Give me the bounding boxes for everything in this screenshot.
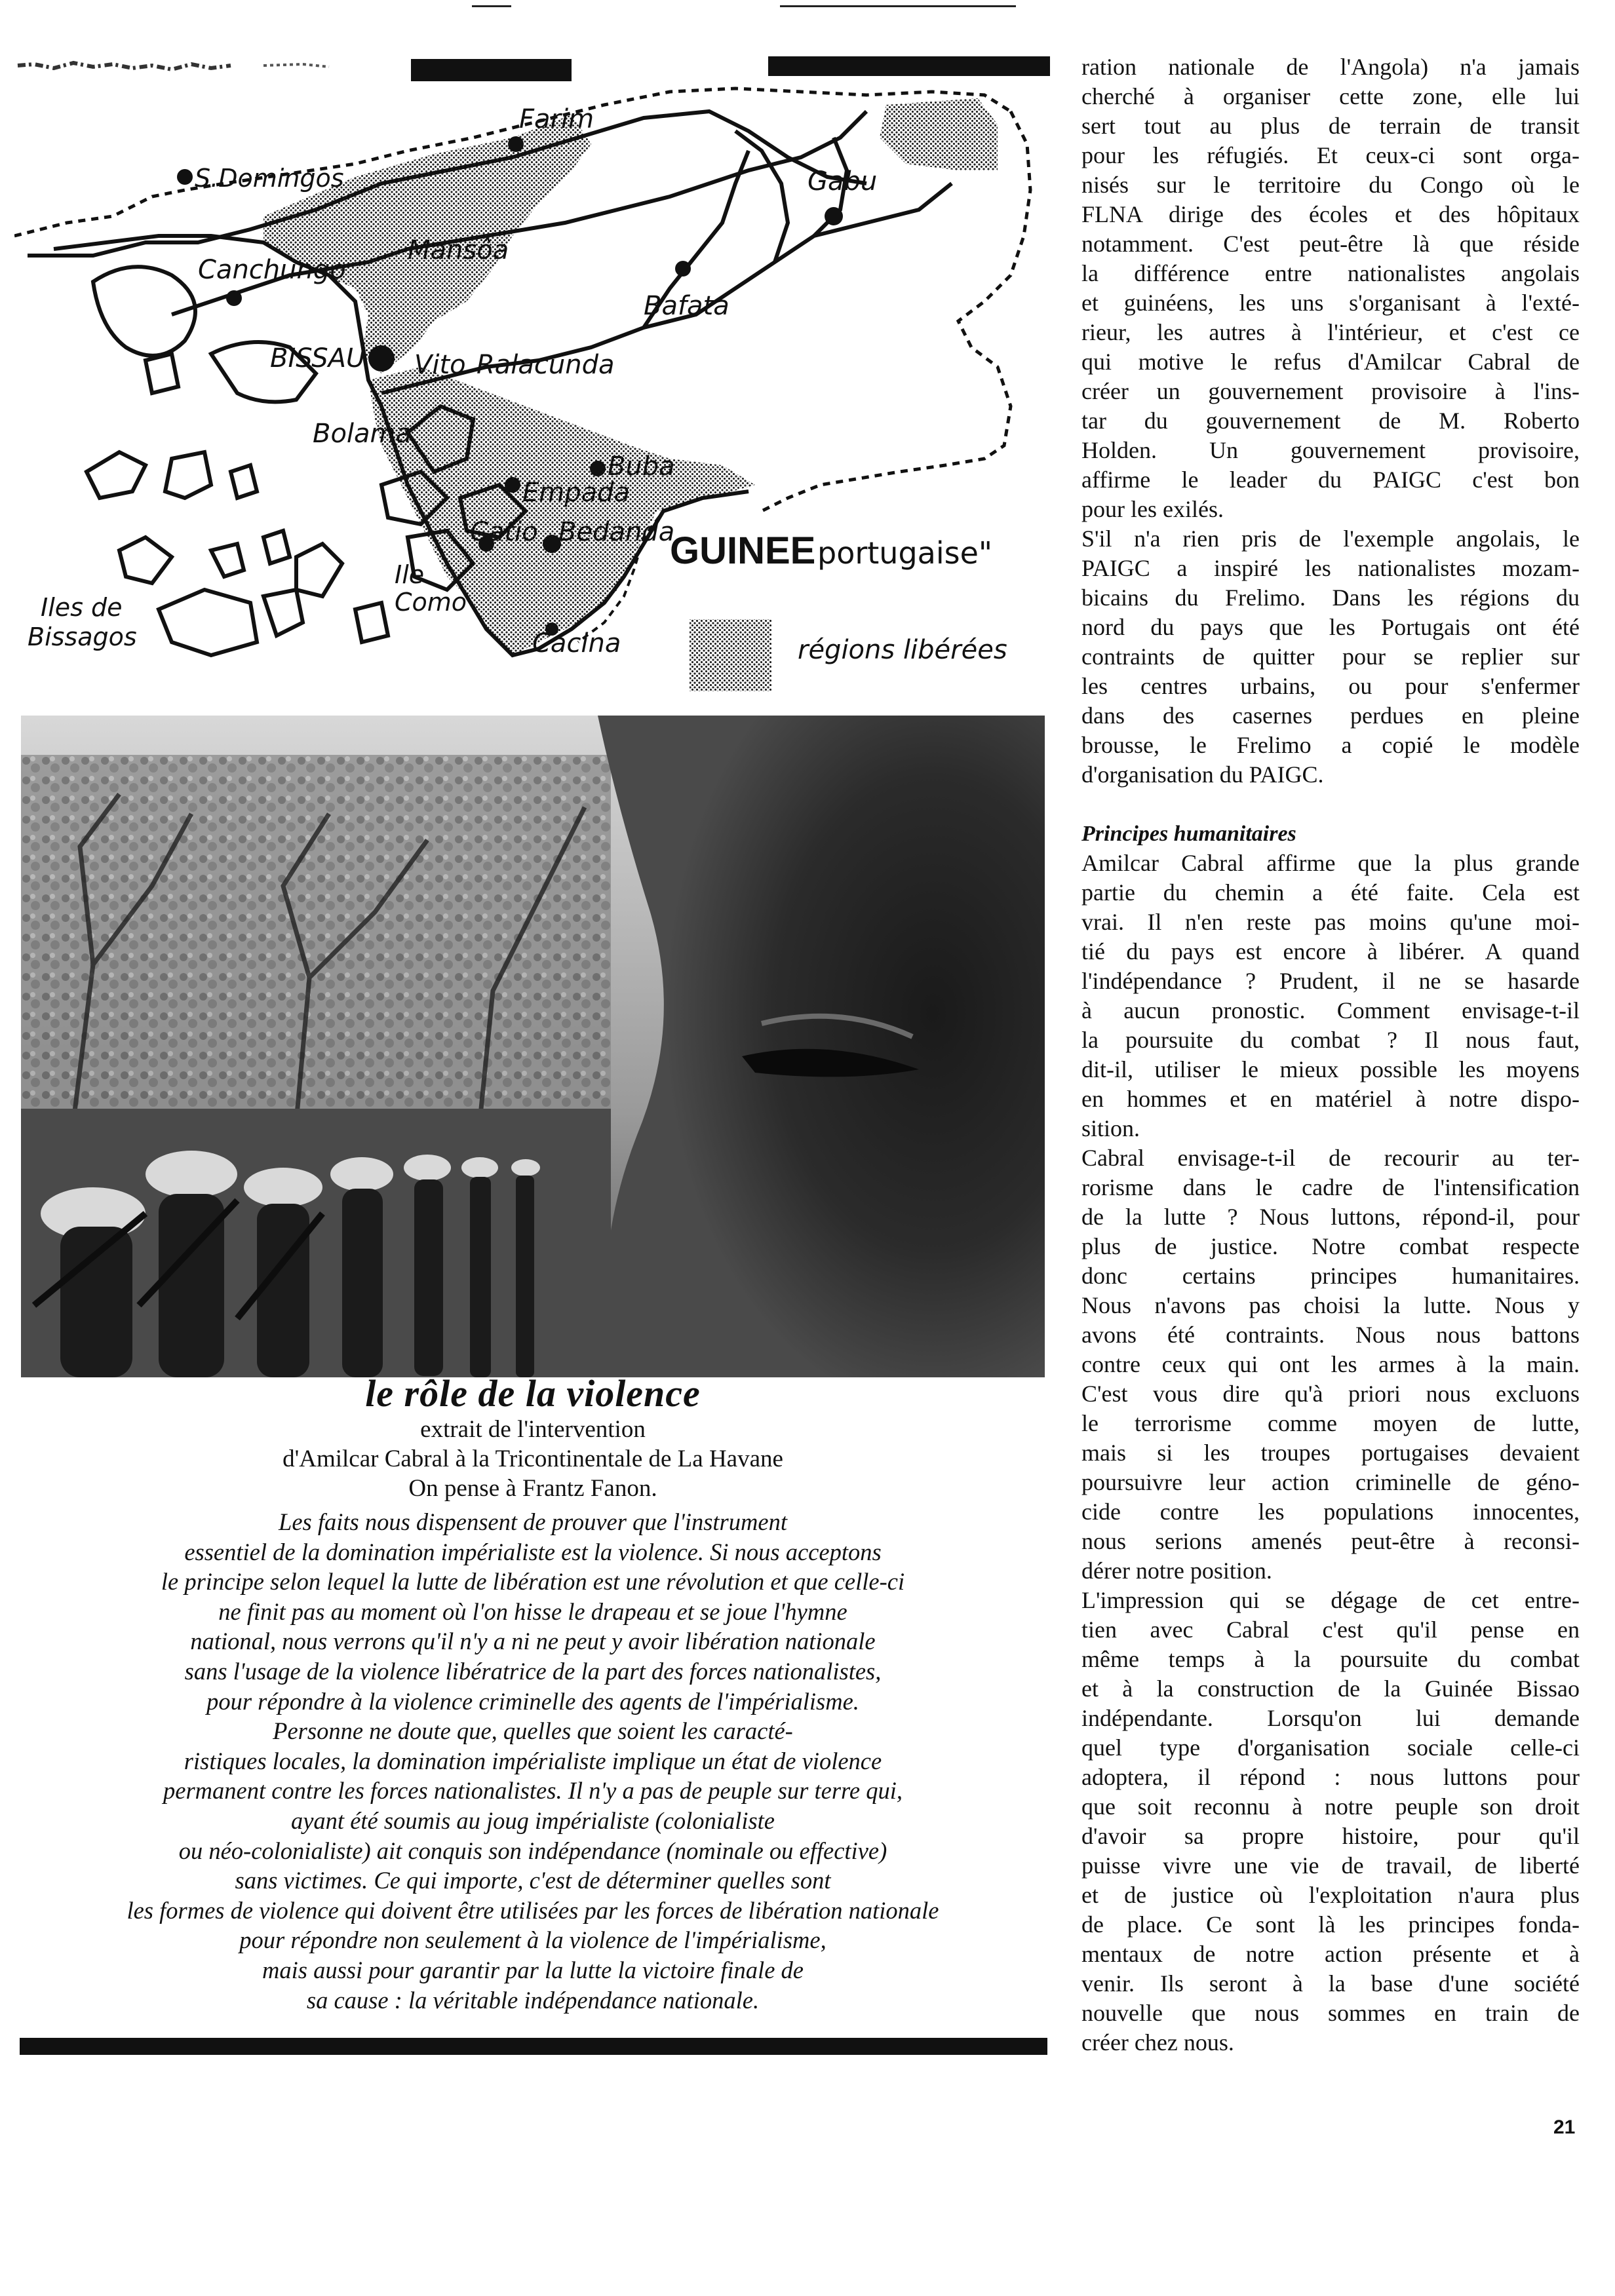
section-gap: [1081, 790, 1580, 819]
article-line: quel type d'organisation sociale celle-ci: [1081, 1734, 1580, 1761]
article-line: indépendante. Lorsqu'on lui demande: [1081, 1705, 1580, 1731]
article-line: notamment. C'est peut-être là que réside: [1081, 231, 1580, 257]
place-label-bedanda: Bedanda: [558, 517, 675, 547]
article-line: pour les réfugiés. Et ceux-ci sont orga-: [1081, 142, 1580, 168]
place-label-canchungo: Canchungo: [198, 255, 346, 285]
article-line: d'organisation du PAIGC.: [1081, 761, 1324, 788]
article-line: dérer notre position.: [1081, 1558, 1272, 1584]
place-label-como: Como: [395, 588, 467, 617]
place-label-s-domingos: S.Domingos: [195, 164, 344, 193]
quote-line: pour répondre non seulement à la violence de l'impérialisme,: [239, 1926, 827, 1954]
article-line: sition.: [1081, 1115, 1140, 1141]
article-line: et de justice où l'exploitation n'aura plus: [1081, 1882, 1580, 1908]
article-line: contraints de quitter pour se replier sur: [1081, 643, 1580, 670]
extract-source-line: extrait de l'intervention: [420, 1415, 646, 1443]
article-line: partie du chemin a été faite. Cela est: [1081, 879, 1580, 906]
article-line: vrai. Il n'en reste pas moins qu'une moi-: [1081, 909, 1580, 935]
place-label-ralacunda: Ralacunda: [477, 350, 615, 380]
article-line: sert tout au plus de terrain de transit: [1081, 113, 1580, 139]
place-label-gabu: Gabu: [808, 166, 878, 197]
article-line: l'indépendance ? Prudent, il ne se hasarde: [1081, 968, 1580, 994]
article-column: [1081, 52, 1580, 2057]
place-label-bissau: BISSAU: [270, 343, 366, 373]
place-label-bafata: Bafata: [644, 291, 730, 321]
article-line: L'impression qui se dégage de cet entre-: [1081, 1587, 1580, 1613]
place-label-farim: Farim: [519, 104, 594, 134]
place-label-catio: Catio: [470, 517, 538, 547]
legend-swatch: [690, 619, 771, 691]
article-line: PAIGC a inspiré les nationalistes mozam-: [1081, 555, 1580, 581]
place-label-bissagos: Bissagos: [28, 622, 137, 651]
quote-line: pour répondre à la violence criminelle des agents de l'impérialisme.: [206, 1687, 859, 1715]
article-line: que soit reconnu à notre peuple son droit: [1081, 1793, 1580, 1820]
article-line: mais si les troupes portugaises devaient: [1081, 1440, 1580, 1466]
article-line: d'avoir sa propre histoire, pour qu'il: [1081, 1823, 1580, 1849]
quote-line: ne finit pas au moment où l'on hisse le drapeau et se joue l'hymne: [218, 1598, 847, 1625]
article-line: brousse, le Frelimo a copié le modèle: [1081, 732, 1580, 758]
quote-line: essentiel de la domination impérialiste est la violence. Si nous acceptons: [184, 1538, 882, 1565]
article-line: cherché à organiser cette zone, elle lui: [1081, 83, 1580, 109]
article-line: nous serions amenés peut-être à reconsi-: [1081, 1528, 1580, 1554]
article-line: et guinéens, les uns s'organisant à l'exté-: [1081, 290, 1580, 316]
liberated-region-east: [880, 98, 998, 170]
quote-line: les formes de violence qui doivent être utilisées par les forces de libération nationale: [126, 1896, 939, 1924]
quote-line: permanent contre les forces nationalistes. Il n'y a pas de peuple sur terre qui,: [163, 1777, 903, 1805]
article-line: S'il n'a rien pris de l'exemple angolais, le: [1081, 526, 1580, 552]
extract-source-line: On pense à Frantz Fanon.: [408, 1474, 657, 1502]
article-line: C'est vous dire qu'à priori nous excluons: [1081, 1381, 1580, 1407]
article-line: tié du pays est encore à libérer. A quand: [1081, 938, 1580, 965]
article-line: Cabral envisage-t-il de recourir au ter-: [1081, 1145, 1580, 1171]
place-label-ile: Ile: [395, 560, 425, 589]
article-line: le terrorisme comme moyen de lutte,: [1081, 1410, 1580, 1436]
article-line: dans des casernes perdues en pleine: [1081, 702, 1580, 729]
article-line: rieur, les autres à l'intérieur, et c'est ce: [1081, 319, 1580, 345]
article-line: donc certains principes humanitaires.: [1081, 1263, 1580, 1289]
place-label-mansoa: Mansôa: [408, 235, 509, 265]
article-line: Amilcar Cabral affirme que la plus grande: [1081, 850, 1580, 876]
article-line: cide contre les populations innocentes,: [1081, 1499, 1580, 1525]
article-line: les centres urbains, ou pour s'enfermer: [1081, 673, 1580, 699]
quote-line: mais aussi pour garantir par la lutte la victoire finale de: [262, 1956, 804, 1983]
article-line: contre ceux qui ont les armes à la main.: [1081, 1351, 1580, 1377]
quote-line: le principe selon lequel la lutte de libération est une révolution et que celle-ci: [161, 1568, 905, 1596]
article-line: nord du pays que les Portugais ont été: [1081, 614, 1580, 640]
photo-guerrilla-column: [21, 716, 1045, 1377]
article-line: la poursuite du combat ? Il nous faut,: [1081, 1027, 1580, 1053]
page-number: 21: [1553, 2116, 1576, 2138]
quote-line: sans l'usage de la violence libératrice de la part des forces nationalistes,: [184, 1657, 882, 1685]
article-line: à aucun pronostic. Comment envisage-t-il: [1081, 997, 1580, 1024]
article-line: et à la construction de la Guinée Bissao: [1081, 1675, 1580, 1702]
article-line: créer chez nous.: [1081, 2029, 1234, 2056]
quote-line: ristiques locales, la domination impérialiste implique un état de violence: [184, 1747, 882, 1774]
bottom-rule: [20, 2038, 1047, 2055]
article-line: pour les exilés.: [1081, 496, 1224, 522]
article-line: adoptera, il répond : nous luttons pour: [1081, 1764, 1580, 1790]
top-rule-left: [472, 5, 511, 7]
map-title-guinee: GUINEE: [670, 529, 816, 572]
article-line: poursuivre leur action criminelle de géno-: [1081, 1469, 1580, 1495]
eastern-border: [762, 111, 1030, 511]
quote-line: Les faits nous dispensent de prouver que l'instrument: [279, 1508, 787, 1535]
place-label-empada: Empada: [522, 478, 631, 508]
article-line: puisse vivre une vie de travail, de liberté: [1081, 1852, 1580, 1879]
map-panel: [14, 39, 1050, 708]
article-line: affirme le leader du PAIGC c'est bon: [1081, 467, 1580, 493]
article-line: Holden. Un gouvernement provisoire,: [1081, 437, 1580, 463]
article-line: avons été contraints. Nous nous battons: [1081, 1322, 1580, 1348]
article-line: plus de justice. Notre combat respecte: [1081, 1233, 1580, 1259]
extract-source-line: d'Amilcar Cabral à la Tricontinentale de La Havane: [282, 1445, 783, 1472]
article-line: créer un gouvernement provisoire à l'ins-: [1081, 378, 1580, 404]
article-line: de place. Ce sont là les principes fonda-: [1081, 1911, 1580, 1938]
article-line: la différence entre nationalistes angolais: [1081, 260, 1580, 286]
article-line: dit-il, utiliser le mieux possible les moyens: [1081, 1056, 1580, 1082]
article-line: FLNA dirige des écoles et des hôpitaux: [1081, 201, 1580, 227]
place-label-bolama: Bolama: [313, 419, 412, 449]
cabral-quote: [21, 1507, 1045, 2015]
article-line: Nous n'avons pas choisi la lutte. Nous y: [1081, 1292, 1580, 1318]
place-label-cacina: Cacina: [532, 628, 621, 659]
article-line: ration nationale de l'Angola) n'a jamais: [1081, 54, 1580, 80]
extract-title: le rôle de la violence: [365, 1372, 701, 1415]
article-line: tar du gouvernement de M. Roberto: [1081, 408, 1580, 434]
article-line: nouvelle que nous sommes en train de: [1081, 2000, 1580, 2026]
place-label-buba: Buba: [608, 451, 675, 482]
article-line: venir. Ils seront à la base d'une société: [1081, 1970, 1580, 1997]
quote-line: sans victimes. Ce qui importe, c'est de déterminer quelles sont: [235, 1867, 831, 1894]
extract-source: [21, 1415, 1045, 1503]
section-heading: Principes humanitaires: [1081, 822, 1296, 846]
legend-label: régions libérées: [798, 635, 1007, 665]
quote-line: sa cause : la véritable indépendance nationale.: [306, 1986, 760, 2014]
article-line: en hommes et en matériel à notre dispo-: [1081, 1086, 1580, 1112]
article-line: nisés sur le territoire du Congo où le: [1081, 172, 1580, 198]
quote-line: ayant été soumis au joug impérialiste (colonialiste: [290, 1807, 775, 1834]
place-label-vito: Vito: [414, 350, 466, 380]
article-line: bicains du Frelimo. Dans les régions du: [1081, 584, 1580, 611]
quote-line: ou néo-colonialiste) ait conquis son indépendance (nominale ou effective): [178, 1837, 887, 1864]
article-line: mentaux de notre action présente et à: [1081, 1941, 1580, 1967]
quote-line: Personne ne doute que, quelles que soient les caracté-: [273, 1717, 793, 1745]
article-line: qui motive le refus d'Amilcar Cabral de: [1081, 349, 1580, 375]
extract-caption: [21, 1373, 1045, 1503]
guinea-map: [14, 39, 1050, 708]
place-label-iles-de: Iles de: [41, 593, 123, 622]
top-rule-right: [780, 5, 1016, 7]
map-title-portugaise: portugaise": [817, 535, 993, 571]
article-line: même temps à la poursuite du combat: [1081, 1646, 1580, 1672]
article-line: tien avec Cabral c'est qu'il pense en: [1081, 1617, 1580, 1643]
quote-line: national, nous verrons qu'il n'y a ni ne peut y avoir libération nationale: [190, 1628, 876, 1655]
article-line: rorisme dans le cadre de l'intensification: [1081, 1174, 1580, 1200]
article-line: de la lutte ? Nous luttons, répond-il, pour: [1081, 1204, 1580, 1230]
map-header-marks: [18, 56, 1050, 81]
